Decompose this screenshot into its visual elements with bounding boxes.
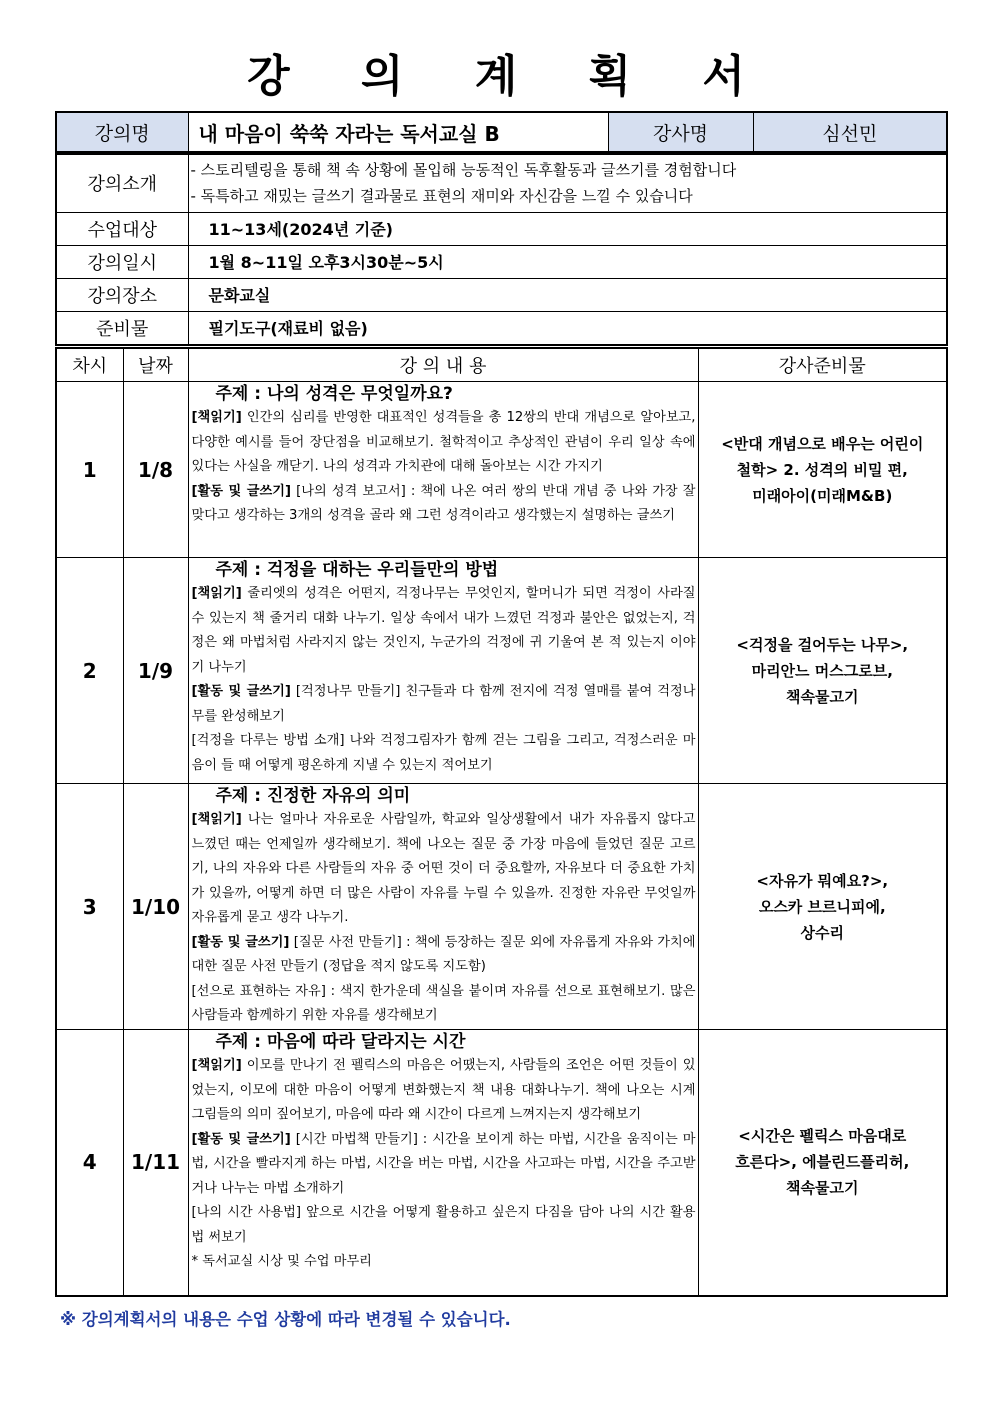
session-row bbox=[56, 382, 947, 558]
content-item: [활동 및 글쓰기] [걱정나무 만들기] 친구들과 다 함께 전지에 걱정 열매를 붙여 걱정나무를 완성해보기 bbox=[191, 684, 696, 724]
place-value: 문화교실 bbox=[188, 278, 947, 311]
course-name: 내 마음이 쑥쑥 자라는 독서교실 B bbox=[188, 112, 608, 152]
course-header-table bbox=[55, 111, 948, 153]
place-label: 강의장소 bbox=[56, 278, 188, 311]
intro-label: 강의소개 bbox=[56, 154, 188, 212]
instructor-label: 강사명 bbox=[608, 112, 753, 152]
content-item: [책읽기] 나는 얼마나 자유로운 사람일까, 학교와 일상생활에서 내가 자유롭지 않다고 느꼈던 때는 언제일까 생각해보기. 책에 나오는 질문 중 가장 마음에 들었던 질문 고르기, 나의 자유와 다른 사람들의 자유 중 어떤 것이 더 중요할까, 자유보다 더 중요한 가치가 있을까, 어떻게 하면 더 많은 사람이 자유를 누릴 수 있을까. 진정한 자유란 무엇일까 자유롭게 묻고 생각 나누기. bbox=[191, 812, 696, 925]
notice-text: ※ 강의계획서의 내용은 수업 상황에 따라 변경될 수 있습니다. bbox=[60, 1310, 511, 1329]
session-number: 4 bbox=[56, 1030, 123, 1296]
instructor-name: 심선민 bbox=[753, 112, 947, 152]
session-prep: <걱정을 걸어두는 나무>, 마리안느 머스그로브, 책속물고기 bbox=[698, 558, 947, 784]
col-session: 차시 bbox=[56, 348, 123, 382]
session-date: 1/10 bbox=[123, 784, 188, 1030]
session-date: 1/9 bbox=[123, 558, 188, 784]
intro-line: - 독특하고 재밌는 글쓰기 결과물로 표현의 재미와 자신감을 느낄 수 있습니다 bbox=[190, 187, 693, 206]
content-item: [활동 및 글쓰기] [질문 사전 만들기] : 책에 등장하는 질문 외에 자유롭게 자유와 가치에 대한 질문 사전 만들기 (정답을 적지 않도록 지도함) bbox=[191, 934, 696, 974]
session-number: 1 bbox=[56, 382, 123, 558]
intro-value bbox=[188, 154, 947, 212]
session-prep: <시간은 펠릭스 마음대로 흐른다>, 에블린드플리허, 책속물고기 bbox=[698, 1030, 947, 1296]
content-item: [나의 시간 사용법] 앞으로 시간을 어떻게 활용하고 싶은지 다짐을 담아 나의 시간 활용법 써보기 bbox=[191, 1205, 696, 1245]
col-prep: 강사준비물 bbox=[698, 348, 947, 382]
col-content: 강 의 내 용 bbox=[188, 348, 698, 382]
intro-line: - 스토리텔링을 통해 책 속 상황에 몰입해 능동적인 독후활동과 글쓰기를 경험합니다 bbox=[190, 161, 737, 180]
date-value: 1월 8~11일 오후3시30분~5시 bbox=[188, 245, 947, 278]
content-item: [책읽기] 인간의 심리를 반영한 대표적인 성격들을 총 12쌍의 반대 개념으로 알아보고, 다양한 예시를 들어 장단점을 비교해보기. 철학적이고 추상적인 관념이 우리 일상 속에 있다는 사실을 깨닫기. 나의 성격과 가치관에 대해 돌아보는 시간 가지기 bbox=[191, 410, 696, 474]
date-label: 강의일시 bbox=[56, 245, 188, 278]
document-title: 강 의 계 획 서 bbox=[247, 51, 773, 102]
session-prep: <자유가 뭐예요?>, 오스카 브르니피에, 상수리 bbox=[698, 784, 947, 1030]
session-number: 3 bbox=[56, 784, 123, 1030]
content-item: [걱정을 다루는 방법 소개] 나와 걱정그림자가 함께 걷는 그림을 그리고, 걱정스러운 마음이 들 때 어떻게 평온하게 지낼 수 있는지 적어보기 bbox=[191, 733, 696, 773]
course-label: 강의명 bbox=[56, 112, 188, 152]
content-item: [활동 및 글쓰기] [나의 성격 보고서] : 책에 나온 여러 쌍의 반대 개념 중 나와 가장 잘 맞다고 생각하는 3개의 성격을 골라 왜 그런 성격이라고 생각했는지 설명하는 글쓰기 bbox=[191, 483, 696, 523]
course-info-table bbox=[55, 153, 948, 346]
supplies-value: 필기도구(재료비 없음) bbox=[188, 311, 947, 345]
session-prep: <반대 개념으로 배우는 어린이 철학> 2. 성격의 비밀 편, 미래아이(미래M&B) bbox=[698, 382, 947, 558]
content-item: [활동 및 글쓰기] [시간 마법책 만들기] : 시간을 보이게 하는 마법, 시간을 움직이는 마법, 시간을 빨라지게 하는 마법, 시간을 버는 마법, 시간을 사고파는 마법, 시간을 주고받거나 나누는 마법 소개하기 bbox=[191, 1131, 696, 1196]
content-item: * 독서교실 시상 및 수업 마무리 bbox=[191, 1254, 372, 1269]
target-label: 수업대상 bbox=[56, 212, 188, 245]
target-value: 11~13세(2024년 기준) bbox=[188, 212, 947, 245]
session-topic: 주제 : 걱정을 대하는 우리들만의 방법 bbox=[215, 560, 499, 580]
session-content bbox=[188, 382, 698, 558]
content-item: [선으로 표현하는 자유] : 색지 한가운데 색실을 붙이며 자유를 선으로 표현해보기. 많은 사람들과 함께하기 위한 자유를 생각해보기 bbox=[191, 983, 696, 1023]
supplies-label: 준비물 bbox=[56, 311, 188, 345]
session-date: 1/11 bbox=[123, 1030, 188, 1296]
session-content bbox=[188, 1030, 698, 1296]
session-date: 1/8 bbox=[123, 382, 188, 558]
content-item: [책읽기] 줄리엣의 성격은 어떤지, 걱정나무는 무엇인지, 할머니가 되면 걱정이 사라질 수 있는지 책 줄거리 대화 나누기. 일상 속에서 내가 느꼈던 걱정과 불안은 없었는지, 걱정은 왜 마법처럼 사라지지 않는 것인지, 누군가의 걱정에 귀 기울여 본 적 있는지 이야기 나누기 bbox=[191, 586, 696, 675]
session-row bbox=[56, 784, 947, 1030]
session-content bbox=[188, 784, 698, 1030]
content-item: [책읽기] 이모를 만나기 전 펠릭스의 마음은 어땠는지, 사람들의 조언은 어떤 것들이 있었는지, 이모에 대한 마음이 어떻게 변화했는지 책 내용 대화나누기. 책에 나오는 시계 그림들의 의미 짚어보기, 마음에 따라 왜 시간이 다르게 느껴지는지 생각해보기 bbox=[191, 1058, 696, 1122]
session-topic: 주제 : 마음에 따라 달라지는 시간 bbox=[215, 1032, 466, 1052]
session-topic: 주제 : 진정한 자유의 의미 bbox=[215, 786, 411, 806]
schedule-table bbox=[55, 347, 948, 1297]
session-number: 2 bbox=[56, 558, 123, 784]
col-date: 날짜 bbox=[123, 348, 188, 382]
session-row bbox=[56, 558, 947, 784]
session-content bbox=[188, 558, 698, 784]
session-topic: 주제 : 나의 성격은 무엇일까요? bbox=[215, 384, 453, 404]
session-row bbox=[56, 1030, 947, 1296]
